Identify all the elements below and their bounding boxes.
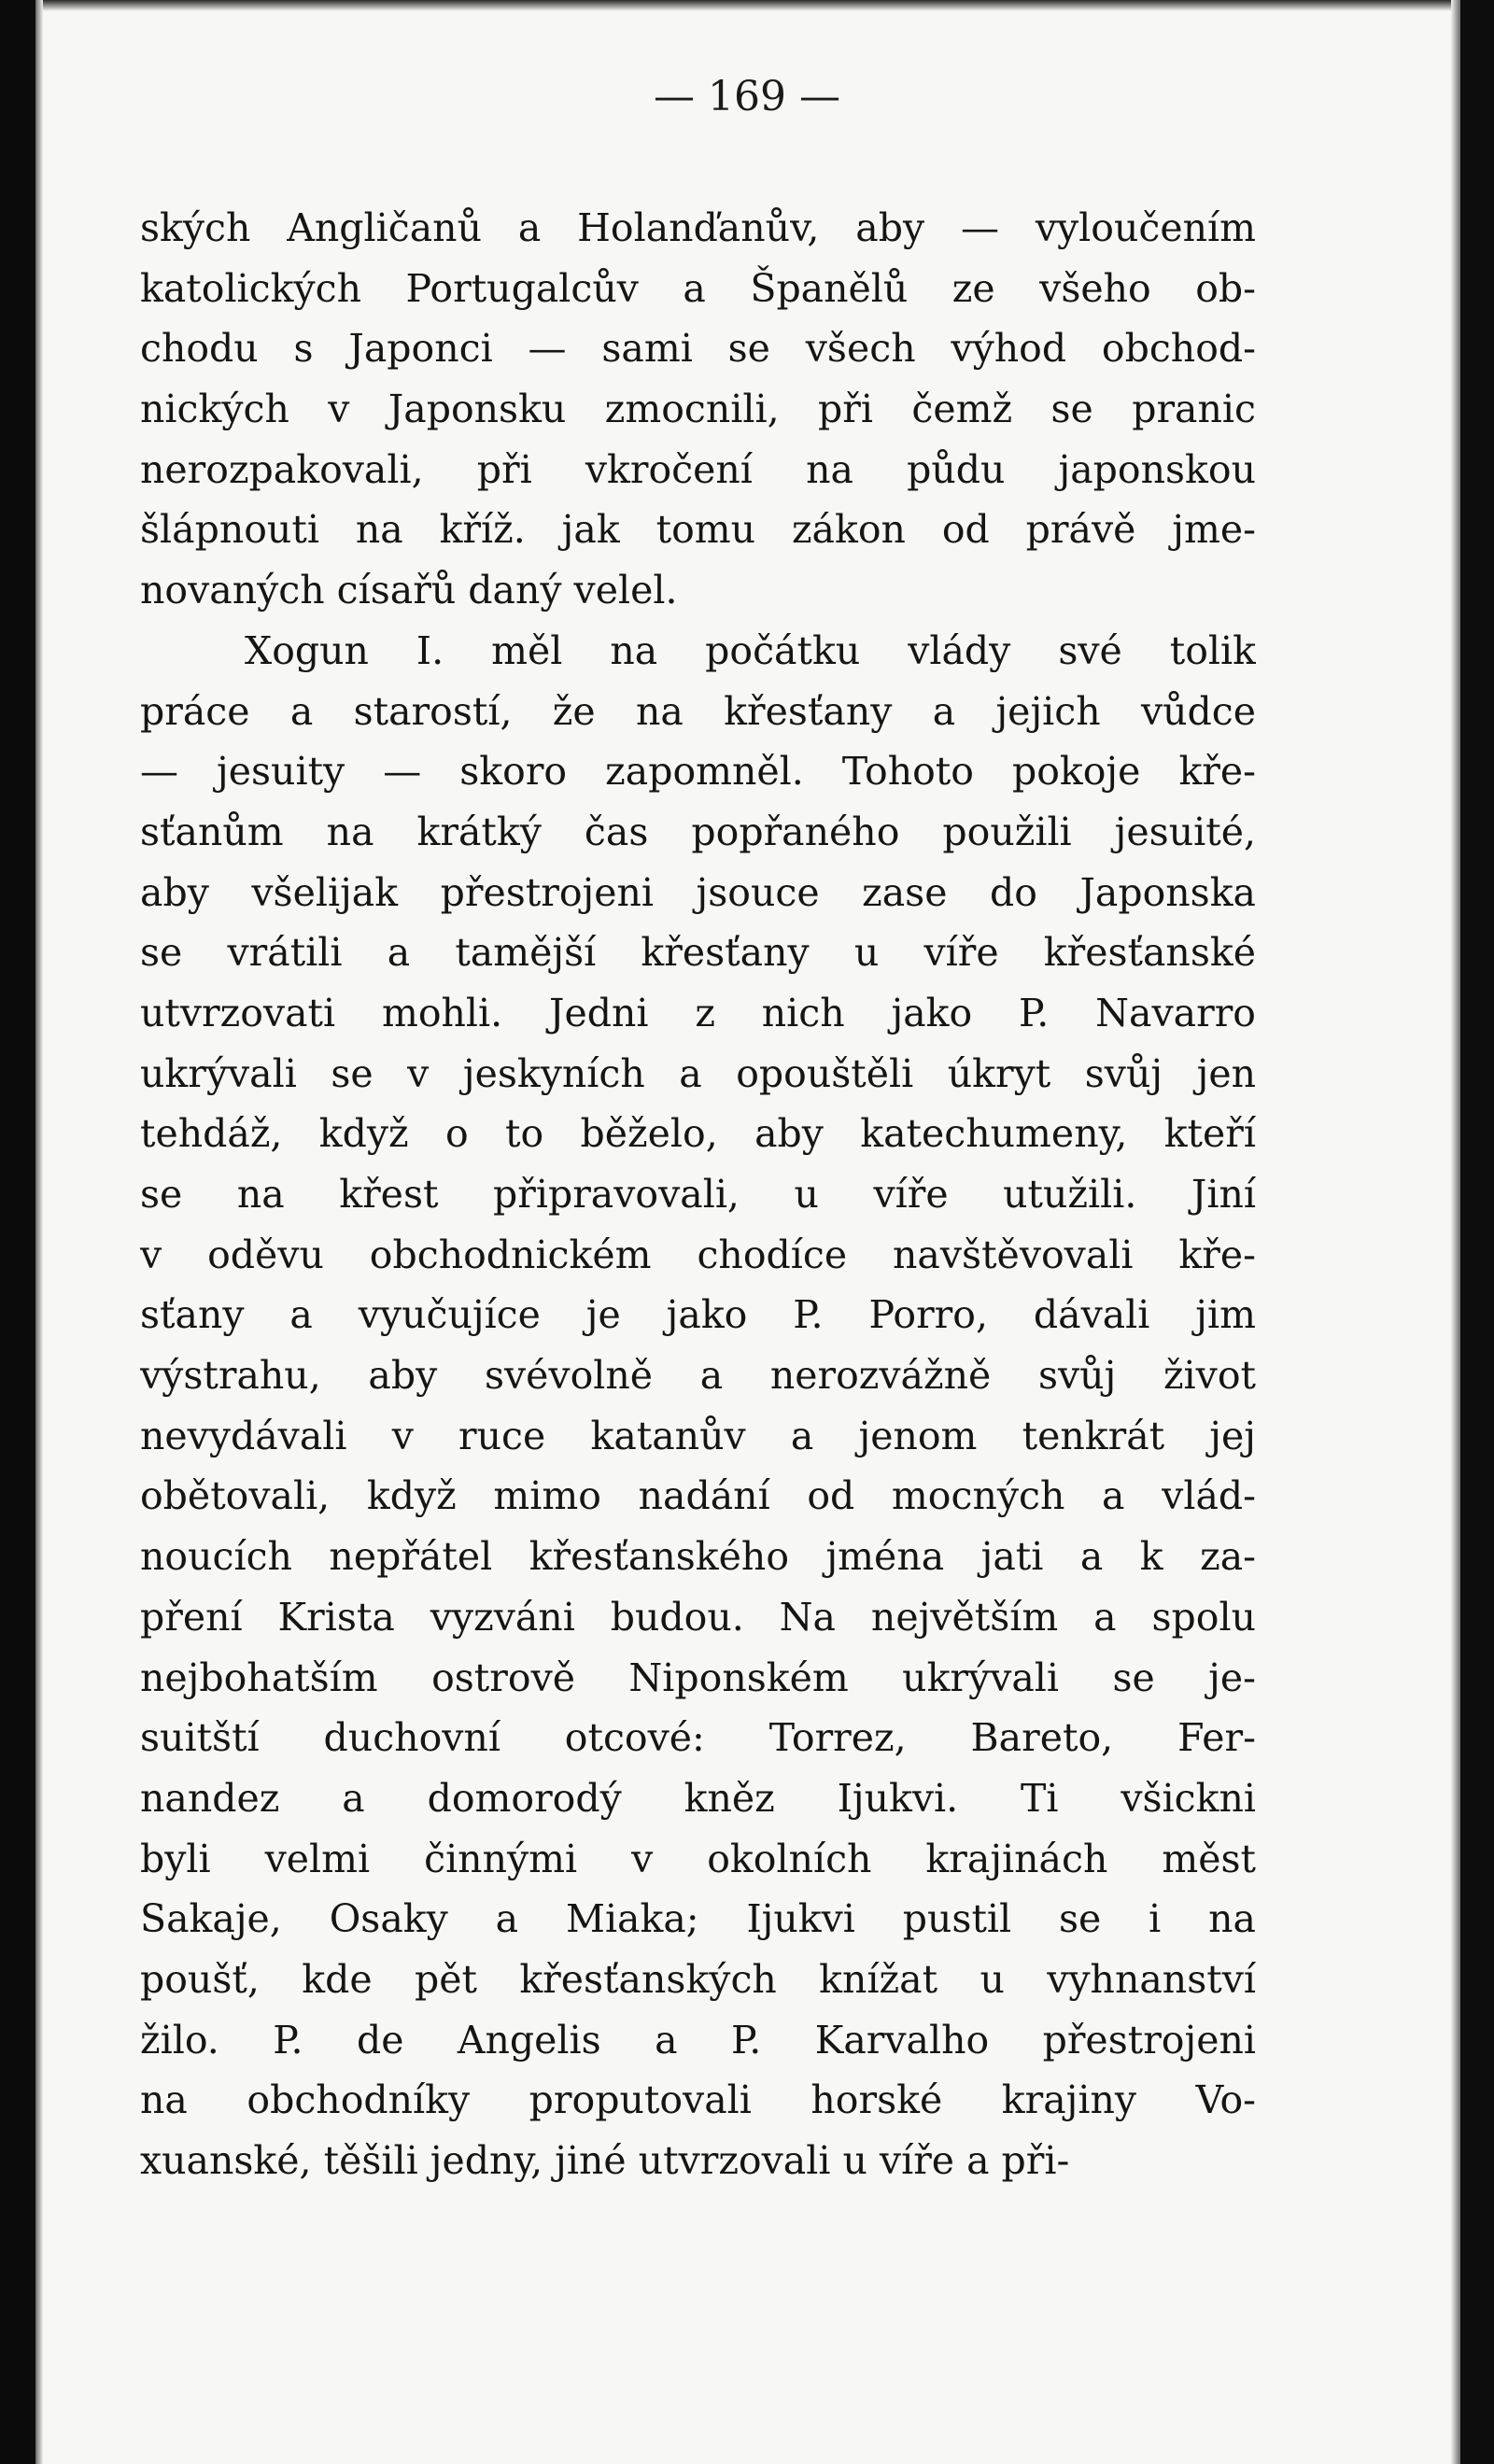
text-line: se na křest připravovali, u víře utužili. Jiní [140,1172,1256,1217]
text-line: obětovali, když mimo nadání od mocných a vlád- [140,1473,1256,1519]
text-line: sťanům na krátký čas popřaného použili jesuité, [140,809,1256,854]
text-line: práce a starostí, že na křesťany a jejich vůdce [140,688,1256,734]
text-line: pření Krista vyzváni budou. Na největším a spolu [140,1594,1256,1640]
text-line: suitští duchovní otcové: Torrez, Bareto, Fer- [140,1715,1256,1761]
text-line: šlápnouti na kříž. jak tomu zákon od právě jme- [140,507,1256,553]
text-line: se vrátili a tamější křesťany u víře křesťanské [140,930,1256,976]
text-line: Sakaje, Osaky a Miaka; Ijukvi pustil se i na [140,1896,1256,1942]
text-line: tehdáž, když o to běželo, aby katechumeny, kteří [140,1111,1256,1157]
text-line: na obchodníky proputovali horské krajiny Vo- [140,2077,1256,2123]
text-line: — jesuity — skoro zapomněl. Tohoto pokoje kře- [140,749,1256,795]
text-line: byli velmi činnými v okolních krajinách měst [140,1836,1256,1881]
text-line: aby všelijak přestrojeni jsouce zase do Japonska [140,869,1256,915]
text-line: nických v Japonsku zmocnili, při čemž se pranic [140,387,1256,432]
text-line: poušť, kde pět křesťanských knížat u vyhnanství [140,1956,1256,2002]
text-line: nejbohatším ostrově Niponském ukrývali se je- [140,1654,1256,1700]
scan-right-border [1460,0,1494,2464]
text-line: nandez a domorodý kněz Ijukvi. Ti všickni [140,1775,1256,1821]
text-line: žilo. P. de Angelis a P. Karvalho přestrojeni [140,2017,1256,2063]
text-line: xuanské, těšili jedny, jiné utvrzovali u víře a při- [140,2138,1070,2183]
text-line: výstrahu, aby svévolně a nerozvážně svůj život [140,1353,1256,1399]
text-line: v oděvu obchodnickém chodíce navštěvovali kře- [140,1232,1256,1277]
text-line: chodu s Japonci — sami se všech výhod obchod- [140,326,1256,372]
body-text [140,198,1256,2191]
page-top-shadow [0,0,1494,11]
text-line: utvrzovati mohli. Jedni z nich jako P. Navarro [140,990,1256,1035]
scan-left-border [0,0,35,2464]
text-line: sťany a vyučujíce je jako P. Porro, dávali jim [140,1292,1256,1338]
scan-right-shadow [1451,0,1460,2464]
scan-left-shadow [35,0,43,2464]
text-line: novaných císařů daný velel. [140,568,678,613]
text-line: noucích nepřátel křesťanského jména jati a k za- [140,1534,1256,1580]
text-line: ukrývali se v jeskyních a opouštěli úkryt svůj jen [140,1050,1256,1096]
text-line: ských Angličanů a Holanďanův, aby — vyloučením [140,205,1256,250]
text-line: nerozpakovali, při vkročení na půdu japonskou [140,446,1256,492]
page-number: — 169 — [654,73,840,120]
text-line: Xogun I. měl na počátku vlády své tolik [245,627,1256,673]
text-line: nevydávali v ruce katanův a jenom tenkrát jej [140,1413,1256,1458]
text-line: katolických Portugalcův a Španělů ze všeho ob- [140,265,1256,311]
